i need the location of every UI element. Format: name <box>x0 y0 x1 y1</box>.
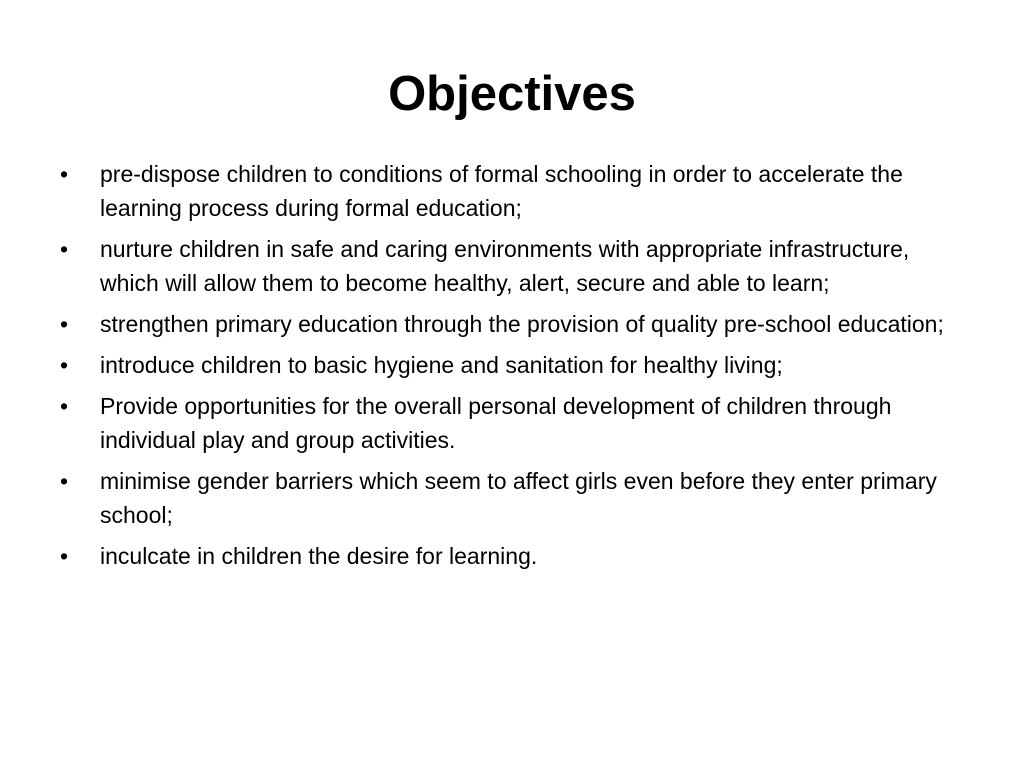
bullet-icon: • <box>60 236 69 262</box>
list-item-text: introduce children to basic hygiene and sanitation for healthy living; <box>100 352 783 378</box>
bullet-icon: • <box>60 352 69 378</box>
bullet-icon: • <box>60 393 69 419</box>
list-item-text: strengthen primary education through the provision of quality pre-school education; <box>100 311 944 337</box>
list-item-text: inculcate in children the desire for learning. <box>100 543 538 569</box>
list-item <box>60 539 970 573</box>
list-item <box>60 389 970 457</box>
list-item <box>60 157 970 225</box>
list-item-text: minimise gender barriers which seem to affect girls even before they enter primary school; <box>100 468 937 528</box>
slide-title: Objectives <box>388 67 636 121</box>
objectives-list <box>60 157 970 580</box>
list-item <box>60 232 970 300</box>
list-item <box>60 348 970 382</box>
bullet-icon: • <box>60 311 69 337</box>
list-item-text: nurture children in safe and caring environments with appropriate infrastructure, which will allow them to become healthy, alert, secure and able to learn; <box>100 236 910 296</box>
list-item <box>60 307 970 341</box>
list-item <box>60 464 970 532</box>
bullet-icon: • <box>60 161 69 187</box>
list-item-text: pre-dispose children to conditions of formal schooling in order to accelerate the learning process during formal education; <box>100 161 903 221</box>
bullet-icon: • <box>60 468 69 494</box>
bullet-icon: • <box>60 543 69 569</box>
list-item-text: Provide opportunities for the overall personal development of children through individual play and group activities. <box>100 393 892 453</box>
